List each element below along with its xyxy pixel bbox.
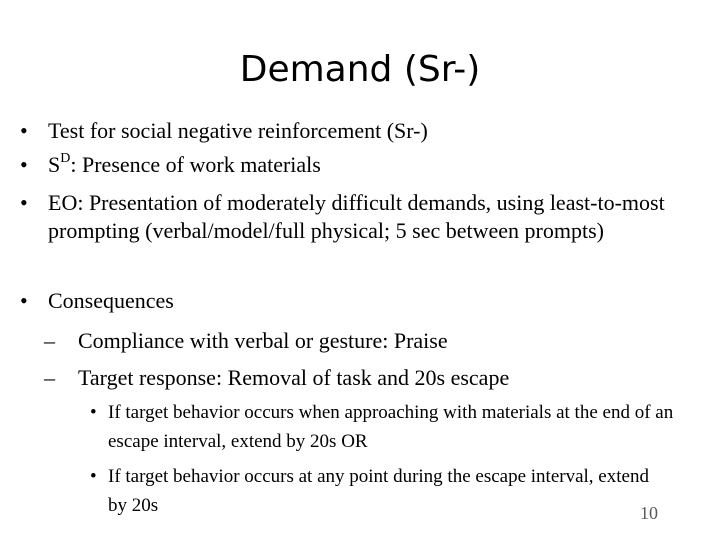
sd-description: : Presence of work materials	[70, 152, 321, 177]
dash-marker: –	[44, 328, 55, 353]
sub-bullet-text: Target response: Removal of task and 20s escape	[78, 365, 510, 390]
bullet-text: Test for social negative reinforcement (Sr-)	[48, 118, 428, 143]
bullet-marker: •	[20, 152, 28, 177]
sub-bullet-text: Compliance with verbal or gesture: Praise	[78, 328, 448, 353]
bullet-text	[48, 151, 708, 179]
bullet-marker: •	[20, 288, 28, 313]
bullet-marker: •	[20, 190, 28, 215]
sd-superscript: D	[60, 150, 71, 166]
dash-marker: –	[44, 365, 55, 390]
bullet-text: Consequences	[48, 288, 174, 313]
third-level-text: If target behavior occurs when approaching with materials at the end of an escape interval, extend by 20s OR	[108, 402, 674, 452]
third-level-text: If target behavior occurs at any point during the escape interval, extend by 20s	[108, 466, 649, 516]
slide-title	[0, 44, 720, 96]
bullet-marker: •	[90, 466, 97, 487]
bullet-marker: •	[20, 118, 28, 143]
sd-letter: S	[48, 152, 61, 177]
page-number: 10	[640, 503, 658, 523]
bullet-marker: •	[90, 402, 97, 423]
bullet-text: EO: Presentation of moderately difficult demands, using least-to-most prompting (verbal/model/full physical; 5 sec between prompts)	[48, 190, 665, 243]
slide-title-text: Demand (Sr-)	[239, 49, 481, 90]
